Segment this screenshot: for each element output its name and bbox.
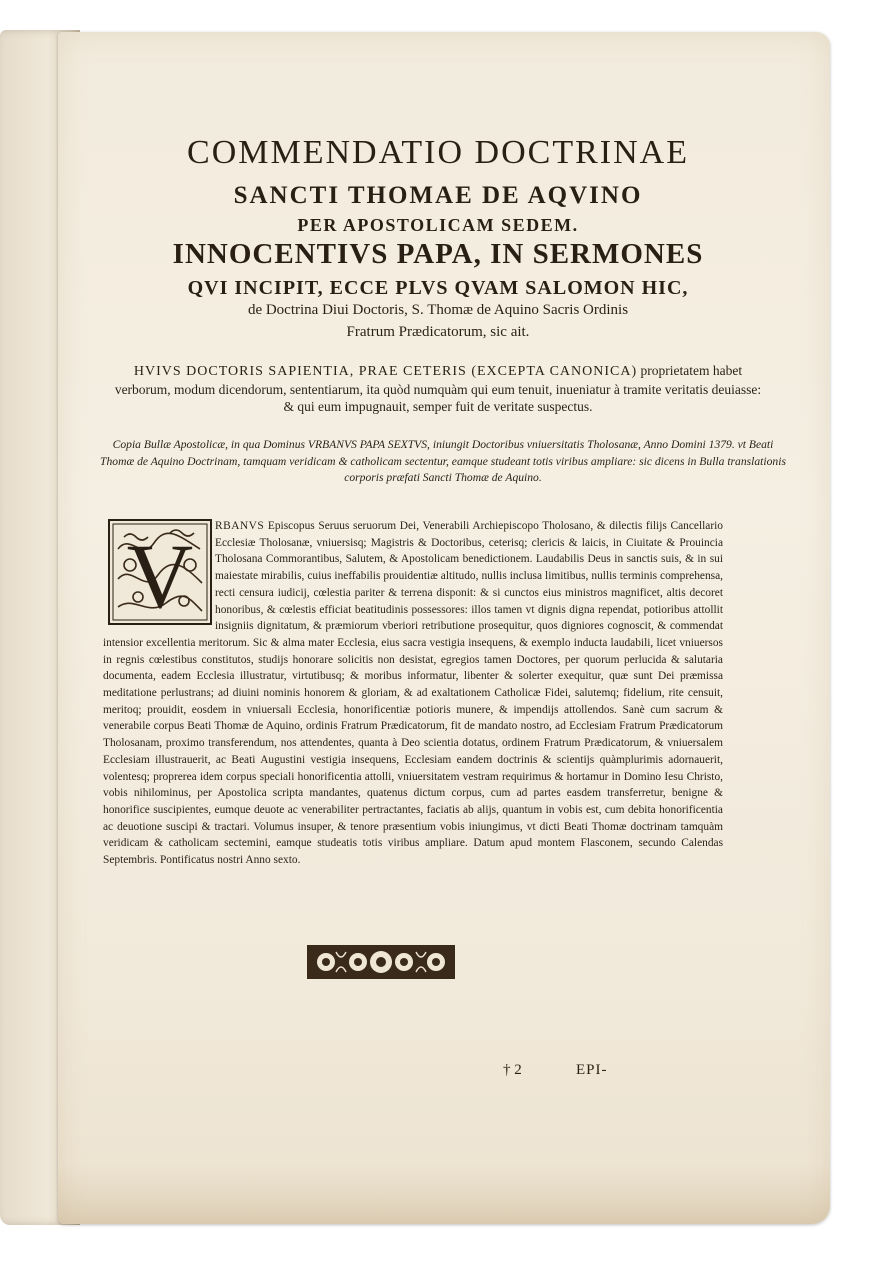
copia-bullae-note: Copia Bullæ Apostolicæ, in qua Dominus VRBANVS PAPA SEXTVS, iniungit Doctoribus vniuersitatis Tholosanæ, Anno Domini 1379. vt Beati Thomæ de Aquino Doctrinam, tamquam veridicam & catholicam sectentur, eamque studeant totis viribus ampliare: sic dicens in Bulla translationis corporis præfati Sancti Thomæ de Aquino. [100,438,786,484]
title-line-3: PER APOSTOLICAM SEDEM. [297,215,579,235]
preliminary-text: proprietatem habet verborum, modum dicendorum, sententiarum, ita quòd numquàm qui eum tenuit, inueniatur à tramite veritatis deuiasse: & qui eum impugnauit, semper fuit de veritate suspectus. [114,363,762,414]
subtitle-line-2: Fratrum Prædicatorum, sic ait. [346,324,530,340]
catchword: EPI- [576,1062,608,1078]
subtitle-line-1: de Doctrina Diui Doctoris, S. Thomæ de Aquino Sacris Ordinis [247,302,629,318]
preliminary-paragraph [113,362,763,416]
body-lead-word: RBANVS [215,520,265,532]
title-line-4: INNOCENTIVS PAPA, IN SERMONES [172,238,704,270]
body-main-text: Episcopus Seruus seruorum Dei, Venerabili Archiepiscopo Tholosano, & dilectis filijs Cancellario Ecclesiæ Tholosanæ, vniuersisq; Magistris & Doctoribus, ceterisq; clericis & laicis, in Ciuitate & Prouincia Tholosana Commorantibus, Salutem, & Apostolicam benedictionem. Laudabilis Deus in sanctis suis, & in sui maiestate mirabilis, cuius ineffabilis prouidentiæ altitudo, nullis inclusa limitibus, nullis terminis comprehensa, recti censura iudicij, cœlestia pariter & terrena disponit: & si cunctos eius ministros magnificet, altis decoret honoribus, & cœlestis efficiat beatitudinis possessores: illos tamen vt dignis digna rependat, potioribus attollit insigniis dignitatum, & præmiorum vberiori retributione prosequitur, quos digniores cognoscit, & commendat intensior excellentia meritorum. Sic & alma mater Ecclesia, eius sacra vestigia insequens, & exemplo inducta laudabili, licet vniuersos in regnis cœlestibus constitutos, studijs honorare solicitis non desistat, egregios tamen Doctores, per quorum perlucida & salutaria documenta, eadem Ecclesia illustratur, virtutibusq; & moribus informatur, libenter & solerter exequitur, quæ sunt Dei præmissa meditatione perlustrans; ad diuini nominis honorem & gloriam, & ad exaltationem Catholicæ Fidei, salutemq; fidelium, rite censuit, meritoq; prouidit, eosdem in vniuersali Ecclesia, honorificentiæ potioris munere, & impendijs attollendos. Sanè cum sacrum & venerabile corpus Beati Thomæ de Aquino, ordinis Fratrum Prædicatorum, fit de mandato nostro, ad Ecclesiam Fratrum Prædicatorum Tholosanam, proximo transferendum, nos attendentes, quanta à Deo scientia dotatus, ordinem Fratrum Prædicatorum, & vniuersalem Ecclesiam illustrauerit, ac Beati Augustini vestigia insequens, Ecclesiam eandem doctrinis & scientijs quàmplurimis adornauerit, volentesq; proprerea idem corpus speciali honorificentia attolli, vniuersitatem vestram requirimus & hortamur in Domino Iesu Christo, vobis nihilominus, per Apostolica scripta mandantes, quatenus dictum corpus, cum ad partes easdem transferretur, benigne & honorifice suscipientes, eumque deuote ac venerabiliter pertractantes, faciatis ab alijs, quantum in vobis est, cum debita honorificentia ac deuotione suscipi & tractari. Volumus insuper, & tenore præsentium vobis iniungimus, vt dicti Beati Thomæ doctrinam tamquàm veridicam & catholicam sectemini, eamque studeatis totis viribus ampliare. Datum apud montem Flasconem, secundo Calendas Septembris. Pontificatus nostri Anno sexto. [103,520,723,867]
main-title: COMMENDATIO DOCTRINAE [187,134,689,171]
ornamental-tailpiece-icon [306,942,456,982]
book-page [58,32,830,1224]
signature-mark: † 2 [503,1062,522,1078]
initial-letter: V [126,525,194,625]
title-line-2: SANCTI THOMAE DE AQVINO [233,182,643,209]
preliminary-lead: HVIVS DOCTORIS SAPIENTIA, PRAE CETERIS (EXCEPTA CANONICA) [133,364,638,379]
title-line-5: QVI INCIPIT, ECCE PLVS QVAM SALOMON HIC, [187,277,689,299]
bull-body-text [103,518,723,869]
